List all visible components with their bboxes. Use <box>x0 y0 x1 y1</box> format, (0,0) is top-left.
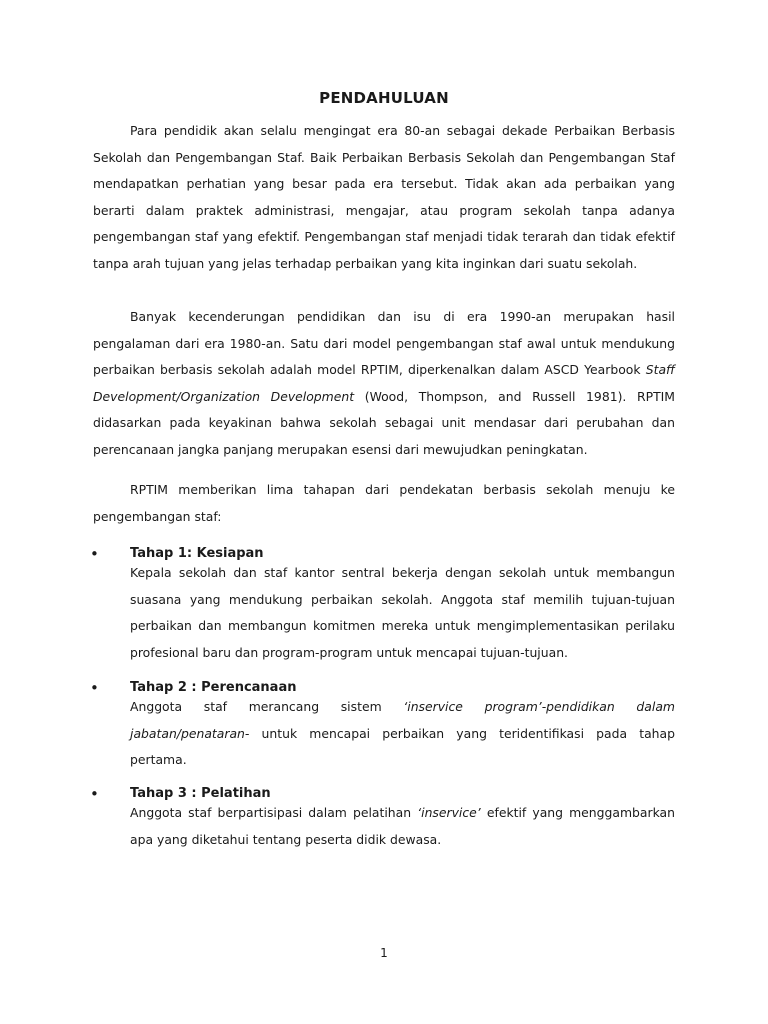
stage-desc-italic: ‘inservice program’-pendidikan dalam jabatan/penataran- <box>130 699 675 741</box>
bullet-icon: • <box>90 545 99 563</box>
stage-description <box>130 694 675 774</box>
stage-desc-before-italic: Anggota staf merancang sistem <box>130 699 404 714</box>
stage-description <box>130 800 675 853</box>
stage-desc-after-italic: untuk mencapai perbaikan yang teridentifikasi pada tahap pertama. <box>130 725 675 767</box>
intro-paragraph-2 <box>93 304 675 463</box>
stage-desc-before-italic: Anggota staf berpartisipasi dalam pelatihan <box>130 805 418 820</box>
page-number: 1 <box>380 946 388 960</box>
book-title-italic: Staff Development/Organization Development <box>93 362 675 404</box>
stage-title: Tahap 3 : Pelatihan <box>130 786 271 801</box>
intro-paragraph-3 <box>93 477 675 530</box>
stage-description: Kepala sekolah dan staf kantor sentral bekerja dengan sekolah untuk membangun suasana yang mendukung perbaikan sekolah. Anggota staf memilih tujuan-tujuan perbaikan dan membangun komitmen mereka untuk mengimplementasikan perilaku profesional baru dan program-program untuk mencapai tujuan-tujuan. <box>130 565 675 660</box>
bullet-icon: • <box>90 785 99 803</box>
paragraph-text: Para pendidik akan selalu mengingat era 80-an sebagai dekade Perbaikan Berbasis Sekolah dan Pengembangan Staf. Baik Perbaikan Berbasis Sekolah dan Pengembangan Staf mendapatkan perhatian yang besar pada era tersebut. Tidak akan ada perbaikan yang berarti dalam praktek administrasi, mengajar, atau program sekolah tanpa adanya pengembangan staf yang efektif. Pengembangan staf menjadi tidak terarah dan tidak efektif tanpa arah tujuan yang jelas terhadap perbaikan yang kita inginkan dari suatu sekolah. <box>93 123 675 271</box>
paragraph-text: RPTIM memberikan lima tahapan dari pendekatan berbasis sekolah menuju ke pengembangan staf: <box>93 482 675 524</box>
page-title: PENDAHULUAN <box>319 89 449 107</box>
stage-title: Tahap 2 : Perencanaan <box>130 680 297 695</box>
paragraph-text-before-italic: Banyak kecenderungan pendidikan dan isu di era 1990-an merupakan hasil pengalaman dari era 1980-an. Satu dari model pengembangan staf awal untuk mendukung perbaikan berbasis sekolah adalah model RPTIM, diperkenalkan dalam ASCD Yearbook <box>93 309 675 377</box>
stage-desc-italic: ‘inservice’ <box>417 805 481 820</box>
intro-paragraph-1 <box>93 118 675 277</box>
paragraph-text <box>93 304 675 463</box>
stage-title: Tahap 1: Kesiapan <box>130 546 264 561</box>
paragraph-text-after-italic: (Wood, Thompson, and Russell 1981). RPTIM didasarkan pada keyakinan bahwa sekolah sebagai unit mendasar dari perubahan dan perencanaan jangka panjang merupakan esensi dari mewujudkan peningkatan. <box>93 388 675 457</box>
bullet-icon: • <box>90 679 99 697</box>
stage-desc-after-italic: efektif yang menggambarkan apa yang diketahui tentang peserta didik dewasa. <box>130 805 675 847</box>
